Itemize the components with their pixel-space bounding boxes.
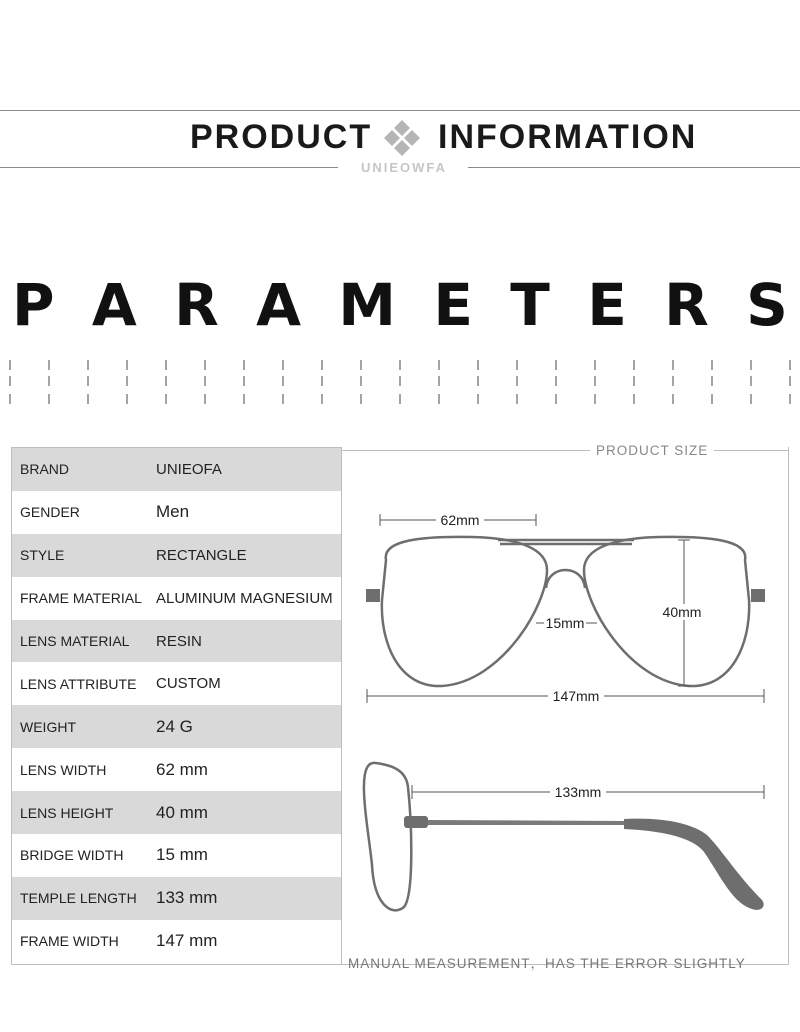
banner-letter: S [746, 271, 788, 339]
temple-tip [624, 819, 764, 910]
spec-label: TEMPLE LENGTH [20, 890, 137, 907]
left-lens-outline [382, 537, 547, 686]
spec-label: GENDER [20, 504, 80, 521]
parameters-banner [0, 270, 800, 340]
banner-letter: A [91, 271, 137, 339]
side-lens-outline [364, 763, 411, 911]
spec-label: STYLE [20, 547, 65, 564]
temple-length-label: 133mm [554, 784, 602, 800]
spec-value: 147 mm [156, 931, 218, 951]
banner-letter: R [664, 271, 709, 339]
spec-label: LENS WIDTH [20, 761, 107, 778]
table-row [12, 834, 341, 877]
spec-value: 24 G [156, 716, 193, 736]
banner-letter: T [510, 271, 550, 339]
header-word-product: PRODUCT [190, 118, 373, 156]
header-bottom-rule-right [468, 167, 800, 168]
table-row [12, 448, 341, 491]
spec-table [11, 447, 342, 965]
header-bottom-rule-left [0, 167, 338, 168]
spec-value: 62 mm [156, 759, 208, 779]
banner-letter: E [433, 271, 473, 339]
table-row [12, 620, 341, 663]
spec-label: BRIDGE WIDTH [20, 847, 124, 864]
right-hinge [751, 589, 765, 602]
table-row [12, 705, 341, 748]
table-row [12, 920, 341, 963]
table-row [12, 534, 341, 577]
banner-letter: P [12, 271, 55, 339]
frame-width-label: 147mm [552, 688, 600, 704]
panel-top-border [342, 450, 789, 451]
spec-label: LENS MATERIAL [20, 633, 130, 649]
bridge [546, 570, 585, 588]
table-row [12, 662, 341, 705]
spec-label: LENS ATTRIBUTE [20, 675, 137, 692]
banner-letter: E [587, 271, 627, 339]
spec-value: ALUMINUM MAGNESIUM [156, 589, 333, 607]
product-size-title: PRODUCT SIZE [590, 443, 714, 458]
table-row [12, 577, 341, 620]
spec-value: RECTANGLE [156, 546, 247, 564]
spec-value: 133 mm [156, 888, 218, 908]
measurement-note: MANUAL MEASUREMENT，HAS THE ERROR SLIGHTLY [348, 956, 746, 971]
spec-value: RESIN [156, 632, 202, 650]
banner-letter: A [256, 271, 301, 339]
banner-letter: R [174, 271, 219, 339]
spec-value: 40 mm [156, 802, 208, 822]
header-top-rule [0, 110, 800, 111]
lens-width-label: 62mm [440, 512, 480, 528]
spec-value: 15 mm [156, 845, 208, 865]
glasses-front-diagram [342, 500, 789, 720]
table-row [12, 791, 341, 834]
table-row [12, 491, 341, 534]
spec-value: UNIEOFA [156, 460, 222, 478]
spec-value: Men [156, 502, 190, 522]
bridge-width-label: 15mm [545, 615, 585, 631]
spec-label: FRAME MATERIAL [20, 590, 142, 607]
brand-subtitle: UNIEOWFA [360, 160, 448, 175]
table-row [12, 748, 341, 791]
banner-letter: M [338, 271, 396, 339]
spec-value: CUSTOM [156, 675, 221, 693]
spec-label: WEIGHT [20, 718, 76, 735]
side-hinge [404, 816, 428, 828]
left-hinge [366, 589, 380, 602]
lens-height-label: 40mm [662, 604, 702, 620]
temple-arm [428, 820, 627, 825]
spec-label: LENS HEIGHT [20, 804, 114, 821]
header-word-information: INFORMATION [438, 118, 698, 156]
glasses-side-diagram [342, 755, 789, 920]
decorative-tick-marks [0, 358, 800, 408]
spec-label: FRAME WIDTH [20, 933, 119, 950]
spec-label: BRAND [20, 461, 70, 478]
brand-logo-icon [380, 118, 424, 158]
table-row [12, 877, 341, 920]
